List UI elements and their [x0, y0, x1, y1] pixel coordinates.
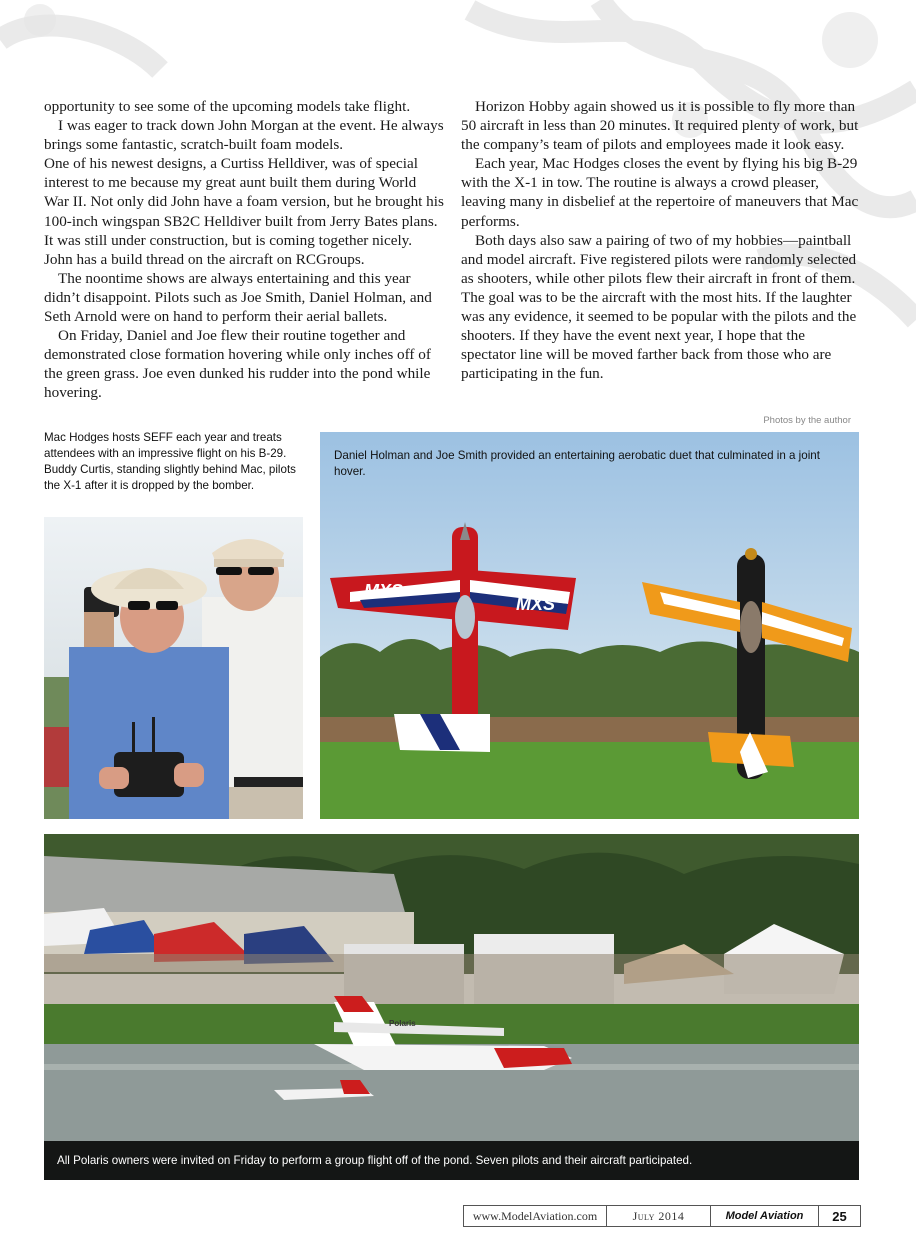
article-paragraph: Horizon Hobby again showed us it is possible to fly more than 50 aircraft in less than 20 minutes. It required plenty of work, but the company’s team of pilots and employees made it look easy.: [461, 98, 859, 154]
footer-page-number: 25: [832, 1208, 847, 1224]
page-footer: [463, 1205, 861, 1227]
polaris-fuselage-marking: Polaris: [389, 1019, 416, 1028]
photo-mac-hodges-and-buddy-curtis: [44, 517, 303, 819]
caption-aerobatic-duet: Daniel Holman and Joe Smith provided an entertaining aerobatic duet that culminated in a joint hover.: [334, 449, 820, 478]
footer-magazine-name: Model Aviation: [711, 1206, 819, 1226]
article-paragraph: On Friday, Daniel and Joe flew their routine together and demonstrated close formation hovering while only inches off of the green grass. Joe even dunked his rudder into the pond while hovering.: [44, 327, 431, 402]
mxs-wing-marking-left: MXS: [364, 581, 404, 601]
article-paragraph: I was eager to track down John Morgan at the event. He always brings some fantastic, scratch-built foam models.: [44, 117, 444, 154]
photo-polaris-pond-flight: [44, 834, 859, 1180]
article-paragraph: Both days also saw a pairing of two of my hobbies—paintball and model aircraft. Five registered pilots were randomly selected as shooters, while other pilots flew their aircraft in front of them. The goal was to be the aircraft with the most hits. If the laughter was any evidence, it seemed to be popular with the pilots and the shooters. If they have the event next year, I hope that the spectator line will be moved farther back from those who are participating in the fun.: [461, 231, 857, 383]
caption-polaris-pond-flight: All Polaris owners were invited on Friday to perform a group flight off of the pond. Seven pilots and their aircraft participated.: [57, 1154, 693, 1167]
article-paragraph: One of his newest designs, a Curtiss Helldiver, was of special interest to me because my great aunt built them during World War II. Not only did John have a foam version, but he brought his 100-inch wingspan SB2C Helldiver built from Jerry Bates plans. It was still under construction, but is coming together nicely. John has a build thread on the aircraft on RCGroups.: [44, 155, 444, 268]
article-paragraph: The noontime shows are always entertaining and this year didn’t disappoint. Pilots such as Joe Smith, Daniel Holman, and Seth Arnold were on hand to perform their aerial ballets.: [44, 269, 432, 326]
article-paragraph: Each year, Mac Hodges closes the event by flying his big B-29 with the X-1 in tow. The routine is always a crowd pleaser, leaving many in disbelief at the repertoire of maneuvers that Mac performs.: [461, 155, 859, 230]
photo-aerobatic-duet: [320, 432, 859, 819]
caption-mac-hodges: Mac Hodges hosts SEFF each year and treats attendees with an impressive flight on his B-29. Buddy Curtis, standing slightly behind Mac, pilots the X-1 after it is dropped by the bomber.: [44, 431, 296, 492]
article-paragraph: opportunity to see some of the upcoming models take flight.: [44, 98, 411, 115]
article-right-column: [461, 97, 861, 383]
mxs-wing-marking-right: MXS: [516, 594, 556, 614]
article-left-column: [44, 97, 444, 403]
footer-website-link[interactable]: www.ModelAviation.com: [464, 1206, 607, 1226]
footer-issue-date: July 2014: [607, 1206, 711, 1226]
photo-credit: Photos by the author: [763, 415, 851, 426]
